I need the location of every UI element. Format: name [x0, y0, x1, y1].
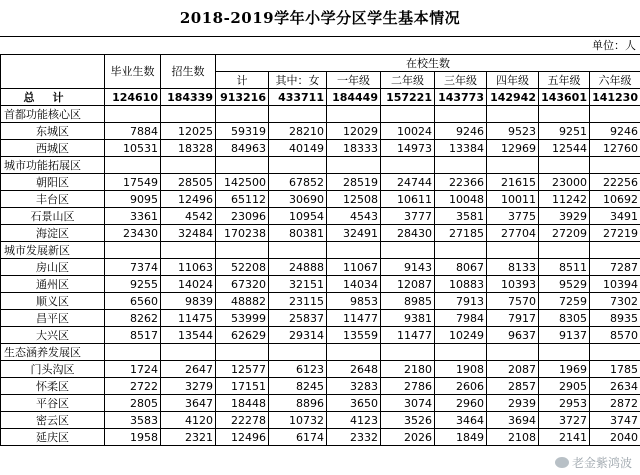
district-name: 通州区: [1, 276, 105, 293]
value-cell: 1958: [105, 429, 161, 446]
value-cell: 12760: [590, 140, 640, 157]
value-cell: 142500: [216, 174, 269, 191]
value-cell: 9529: [539, 276, 590, 293]
section-row: [1, 157, 640, 174]
value-cell: 170238: [216, 225, 269, 242]
value-cell: 9095: [105, 191, 161, 208]
value-cell: 12969: [487, 140, 539, 157]
value-cell: 2087: [487, 361, 539, 378]
table-row: [1, 191, 640, 208]
page-title: 2018-2019学年小学分区学生基本情况: [0, 0, 640, 37]
value-cell: 17549: [105, 174, 161, 191]
empty-cell: [161, 344, 216, 361]
value-cell: 12496: [161, 191, 216, 208]
empty-cell: [327, 242, 381, 259]
value-cell: 3361: [105, 208, 161, 225]
value-cell: 27209: [539, 225, 590, 242]
empty-cell: [539, 344, 590, 361]
value-cell: 1849: [435, 429, 487, 446]
subheader-cell: 计: [216, 72, 269, 89]
value-cell: 10954: [269, 208, 327, 225]
value-cell: 2939: [487, 395, 539, 412]
subheader-cell: 三年级: [435, 72, 487, 89]
value-cell: 157221: [381, 89, 435, 106]
value-cell: 433711: [269, 89, 327, 106]
district-name: 西城区: [1, 140, 105, 157]
value-cell: 3777: [381, 208, 435, 225]
table-row: [1, 174, 640, 191]
value-cell: 23430: [105, 225, 161, 242]
value-cell: 53999: [216, 310, 269, 327]
value-cell: 10011: [487, 191, 539, 208]
value-cell: 184339: [161, 89, 216, 106]
value-cell: 9246: [435, 123, 487, 140]
value-cell: 27704: [487, 225, 539, 242]
empty-cell: [590, 157, 640, 174]
value-cell: 25837: [269, 310, 327, 327]
value-cell: 11242: [539, 191, 590, 208]
empty-cell: [216, 242, 269, 259]
value-cell: 18333: [327, 140, 381, 157]
value-cell: 62629: [216, 327, 269, 344]
value-cell: 2786: [381, 378, 435, 395]
value-cell: 3694: [487, 412, 539, 429]
value-cell: 7917: [487, 310, 539, 327]
value-cell: 8896: [269, 395, 327, 412]
value-cell: 10692: [590, 191, 640, 208]
value-cell: 11475: [161, 310, 216, 327]
value-cell: 8262: [105, 310, 161, 327]
value-cell: 3526: [381, 412, 435, 429]
value-cell: 67320: [216, 276, 269, 293]
value-cell: 3583: [105, 412, 161, 429]
subheader-cell: 五年级: [539, 72, 590, 89]
value-cell: 29314: [269, 327, 327, 344]
value-cell: 18328: [161, 140, 216, 157]
empty-cell: [161, 106, 216, 123]
value-cell: 2634: [590, 378, 640, 395]
section-name: 城市发展新区: [1, 242, 105, 259]
value-cell: 40149: [269, 140, 327, 157]
value-cell: 10024: [381, 123, 435, 140]
value-cell: 28430: [381, 225, 435, 242]
value-cell: 10883: [435, 276, 487, 293]
district-name: 东城区: [1, 123, 105, 140]
section-name: 首都功能核心区: [1, 106, 105, 123]
value-cell: 142942: [487, 89, 539, 106]
value-cell: 22278: [216, 412, 269, 429]
value-cell: 6174: [269, 429, 327, 446]
value-cell: 6123: [269, 361, 327, 378]
table-row: [1, 123, 640, 140]
watermark: [553, 454, 634, 471]
district-name: 丰台区: [1, 191, 105, 208]
subheader-cell: 六年级: [590, 72, 640, 89]
value-cell: 17151: [216, 378, 269, 395]
empty-cell: [327, 157, 381, 174]
value-cell: 7259: [539, 293, 590, 310]
total-row: [1, 89, 640, 106]
district-name: 门头沟区: [1, 361, 105, 378]
empty-cell: [590, 242, 640, 259]
empty-cell: [216, 344, 269, 361]
value-cell: 21615: [487, 174, 539, 191]
value-cell: 8570: [590, 327, 640, 344]
value-cell: 1969: [539, 361, 590, 378]
empty-cell: [435, 242, 487, 259]
value-cell: 2857: [487, 378, 539, 395]
value-cell: 30690: [269, 191, 327, 208]
subheader-cell: 其中：女: [269, 72, 327, 89]
empty-cell: [105, 157, 161, 174]
value-cell: 32491: [327, 225, 381, 242]
value-cell: 8511: [539, 259, 590, 276]
table-row: [1, 395, 640, 412]
value-cell: 9251: [539, 123, 590, 140]
value-cell: 23115: [269, 293, 327, 310]
value-cell: 3279: [161, 378, 216, 395]
table-row: [1, 429, 640, 446]
value-cell: 1724: [105, 361, 161, 378]
value-cell: 32151: [269, 276, 327, 293]
value-cell: 22256: [590, 174, 640, 191]
value-cell: 23096: [216, 208, 269, 225]
value-cell: 23000: [539, 174, 590, 191]
value-cell: 59319: [216, 123, 269, 140]
value-cell: 13544: [161, 327, 216, 344]
empty-cell: [161, 157, 216, 174]
table-row: [1, 412, 640, 429]
value-cell: 2321: [161, 429, 216, 446]
section-row: [1, 344, 640, 361]
value-cell: 8305: [539, 310, 590, 327]
district-name: 房山区: [1, 259, 105, 276]
value-cell: 32484: [161, 225, 216, 242]
district-name: 密云区: [1, 412, 105, 429]
value-cell: 3581: [435, 208, 487, 225]
value-cell: 10531: [105, 140, 161, 157]
value-cell: 2141: [539, 429, 590, 446]
value-cell: 3464: [435, 412, 487, 429]
value-cell: 2722: [105, 378, 161, 395]
header-in-school: 在校生数: [216, 55, 640, 72]
empty-cell: [269, 344, 327, 361]
empty-cell: [161, 242, 216, 259]
empty-cell: [539, 157, 590, 174]
value-cell: 7287: [590, 259, 640, 276]
district-name: 总计: [1, 89, 105, 106]
value-cell: 14973: [381, 140, 435, 157]
value-cell: 24744: [381, 174, 435, 191]
empty-cell: [105, 106, 161, 123]
table-row: [1, 259, 640, 276]
table-row: [1, 208, 640, 225]
empty-cell: [216, 106, 269, 123]
empty-cell: [381, 344, 435, 361]
value-cell: 2026: [381, 429, 435, 446]
value-cell: 9255: [105, 276, 161, 293]
value-cell: 28519: [327, 174, 381, 191]
value-cell: 80381: [269, 225, 327, 242]
empty-cell: [216, 157, 269, 174]
value-cell: 10394: [590, 276, 640, 293]
value-cell: 1908: [435, 361, 487, 378]
empty-cell: [590, 344, 640, 361]
value-cell: 7570: [487, 293, 539, 310]
district-name: 朝阳区: [1, 174, 105, 191]
table-row: [1, 327, 640, 344]
empty-cell: [327, 344, 381, 361]
value-cell: 3747: [590, 412, 640, 429]
value-cell: 9637: [487, 327, 539, 344]
value-cell: 3650: [327, 395, 381, 412]
district-name: 平谷区: [1, 395, 105, 412]
subheader-cell: 四年级: [487, 72, 539, 89]
value-cell: 7374: [105, 259, 161, 276]
value-cell: 8133: [487, 259, 539, 276]
value-cell: 48882: [216, 293, 269, 310]
value-cell: 9143: [381, 259, 435, 276]
value-cell: 10048: [435, 191, 487, 208]
value-cell: 3775: [487, 208, 539, 225]
district-name: 昌平区: [1, 310, 105, 327]
value-cell: 11067: [327, 259, 381, 276]
value-cell: 141230: [590, 89, 640, 106]
value-cell: 12029: [327, 123, 381, 140]
section-row: [1, 106, 640, 123]
value-cell: 2040: [590, 429, 640, 446]
value-cell: 4120: [161, 412, 216, 429]
empty-cell: [590, 106, 640, 123]
value-cell: 12508: [327, 191, 381, 208]
empty-cell: [487, 242, 539, 259]
value-cell: 9523: [487, 123, 539, 140]
empty-cell: [381, 242, 435, 259]
header-graduates: 毕业生数: [105, 55, 161, 89]
table-row: [1, 361, 640, 378]
empty-cell: [435, 157, 487, 174]
value-cell: 27219: [590, 225, 640, 242]
value-cell: 2872: [590, 395, 640, 412]
value-cell: 10249: [435, 327, 487, 344]
value-cell: 12496: [216, 429, 269, 446]
statistics-table: [0, 54, 640, 446]
value-cell: 2905: [539, 378, 590, 395]
value-cell: 24888: [269, 259, 327, 276]
value-cell: 18448: [216, 395, 269, 412]
value-cell: 2180: [381, 361, 435, 378]
value-cell: 9246: [590, 123, 640, 140]
district-name: 顺义区: [1, 293, 105, 310]
value-cell: 2805: [105, 395, 161, 412]
value-cell: 3283: [327, 378, 381, 395]
value-cell: 12577: [216, 361, 269, 378]
table-body: [1, 89, 640, 446]
value-cell: 8985: [381, 293, 435, 310]
district-name: 怀柔区: [1, 378, 105, 395]
value-cell: 13559: [327, 327, 381, 344]
empty-cell: [539, 242, 590, 259]
empty-cell: [105, 242, 161, 259]
subheader-cell: 一年级: [327, 72, 381, 89]
subheader-cell: 二年级: [381, 72, 435, 89]
value-cell: 3727: [539, 412, 590, 429]
value-cell: 8245: [269, 378, 327, 395]
value-cell: 4543: [327, 208, 381, 225]
section-name: 城市功能拓展区: [1, 157, 105, 174]
table-row: [1, 293, 640, 310]
value-cell: 11063: [161, 259, 216, 276]
table-row: [1, 378, 640, 395]
value-cell: 913216: [216, 89, 269, 106]
value-cell: 7913: [435, 293, 487, 310]
value-cell: 8517: [105, 327, 161, 344]
unit-label: 单位：人: [592, 39, 636, 52]
empty-cell: [487, 344, 539, 361]
table-row: [1, 276, 640, 293]
value-cell: 4123: [327, 412, 381, 429]
empty-cell: [105, 344, 161, 361]
value-cell: 7884: [105, 123, 161, 140]
empty-cell: [381, 157, 435, 174]
value-cell: 9853: [327, 293, 381, 310]
district-name: 延庆区: [1, 429, 105, 446]
empty-cell: [487, 106, 539, 123]
value-cell: 65112: [216, 191, 269, 208]
value-cell: 7984: [435, 310, 487, 327]
value-cell: 22366: [435, 174, 487, 191]
value-cell: 11477: [381, 327, 435, 344]
section-row: [1, 242, 640, 259]
empty-cell: [539, 106, 590, 123]
value-cell: 2332: [327, 429, 381, 446]
value-cell: 9839: [161, 293, 216, 310]
value-cell: 10611: [381, 191, 435, 208]
table-row: [1, 225, 640, 242]
value-cell: 28210: [269, 123, 327, 140]
value-cell: 2960: [435, 395, 487, 412]
empty-cell: [381, 106, 435, 123]
watermark-text: 老金紫鸿波: [571, 456, 632, 470]
value-cell: 14034: [327, 276, 381, 293]
value-cell: 67852: [269, 174, 327, 191]
empty-cell: [487, 157, 539, 174]
empty-cell: [269, 106, 327, 123]
value-cell: 143773: [435, 89, 487, 106]
value-cell: 143601: [539, 89, 590, 106]
value-cell: 12087: [381, 276, 435, 293]
value-cell: 13384: [435, 140, 487, 157]
table-row: [1, 310, 640, 327]
value-cell: 2108: [487, 429, 539, 446]
value-cell: 6560: [105, 293, 161, 310]
value-cell: 27185: [435, 225, 487, 242]
district-name: 海淀区: [1, 225, 105, 242]
value-cell: 9381: [381, 310, 435, 327]
empty-cell: [435, 106, 487, 123]
value-cell: 2647: [161, 361, 216, 378]
value-cell: 14024: [161, 276, 216, 293]
section-name: 生态涵养发展区: [1, 344, 105, 361]
value-cell: 184449: [327, 89, 381, 106]
wechat-icon: [555, 457, 569, 468]
empty-cell: [327, 106, 381, 123]
value-cell: 9137: [539, 327, 590, 344]
empty-cell: [269, 242, 327, 259]
value-cell: 3491: [590, 208, 640, 225]
header-enrollment: 招生数: [161, 55, 216, 89]
table-row: [1, 140, 640, 157]
header-blank: [1, 55, 105, 89]
value-cell: 10393: [487, 276, 539, 293]
value-cell: 28505: [161, 174, 216, 191]
district-name: 大兴区: [1, 327, 105, 344]
value-cell: 7302: [590, 293, 640, 310]
value-cell: 8067: [435, 259, 487, 276]
value-cell: 2606: [435, 378, 487, 395]
empty-cell: [269, 157, 327, 174]
value-cell: 4542: [161, 208, 216, 225]
district-name: 石景山区: [1, 208, 105, 225]
value-cell: 3929: [539, 208, 590, 225]
value-cell: 52208: [216, 259, 269, 276]
value-cell: 10732: [269, 412, 327, 429]
value-cell: 2953: [539, 395, 590, 412]
value-cell: 8935: [590, 310, 640, 327]
value-cell: 3647: [161, 395, 216, 412]
empty-cell: [435, 344, 487, 361]
value-cell: 12025: [161, 123, 216, 140]
value-cell: 3074: [381, 395, 435, 412]
value-cell: 12544: [539, 140, 590, 157]
value-cell: 84963: [216, 140, 269, 157]
value-cell: 1785: [590, 361, 640, 378]
value-cell: 124610: [105, 89, 161, 106]
value-cell: 11477: [327, 310, 381, 327]
value-cell: 2648: [327, 361, 381, 378]
